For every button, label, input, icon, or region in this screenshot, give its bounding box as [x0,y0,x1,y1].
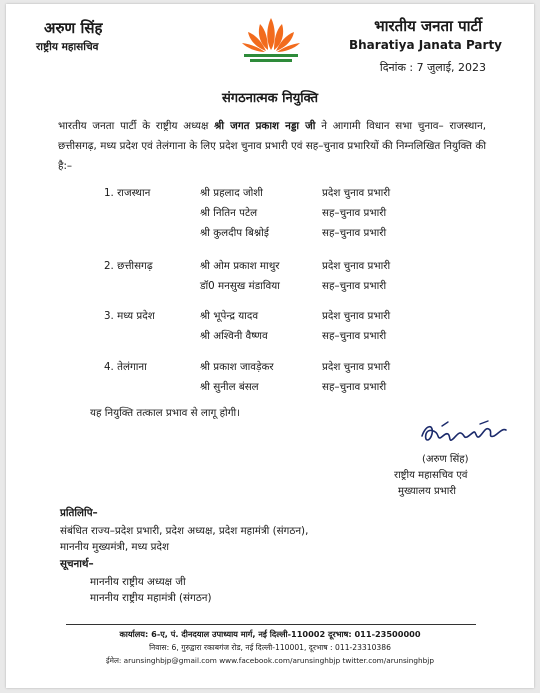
state-chhattisgarh: 2. छत्तीसगढ़ [104,260,153,272]
appointee-name: श्री प्रहलाद जोशी [200,187,263,199]
footer-divider [66,624,476,625]
appointee-name: श्री सुनील बंसल [200,381,259,393]
footer-contact-line: ईमेल: arunsinghbjp@gmail.com www.facebook.com/arunsinghbjp twitter.com/arunsinghbjp [106,656,434,665]
signatory-name: (अरुण सिंह) [422,454,469,465]
handwritten-signature [418,416,510,454]
footer-office-address: कार्यालय: 6-ए, पं. दीनदयाल उपाध्याय मार्ग, नई दिल्ली-110002 दूरभाष: 011-23500000 [119,629,421,639]
copy-to-line: संबंधित राज्य–प्रदेश प्रभारी, प्रदेश अध्यक्ष, प्रदेश महामंत्री (संगठन), [60,525,309,537]
appointee-name: श्री ओम प्रकाश माथुर [200,260,280,272]
letter-page [6,4,534,688]
sender-role: राष्ट्रीय महासचिव [36,41,99,53]
intro-text-end: ने आगामी विधान सभा चुनाव– राजस्थान, छत्तीसगढ़, मध्य प्रदेश एवं तेलंगाना के लिए प्रदेश चुनाव प्रभारी एवं सह–चुनाव प्रभारियों की निम्नलिखित नियुक्ति की है:– [58,120,487,172]
letter-date: दिनांक : 7 जुलाई, 2023 [379,61,486,74]
signatory-role-line-2: मुख्यालय प्रभारी [398,486,456,497]
appointee-name: श्री भूपेन्द्र यादव [200,310,259,322]
appointee-role: सह–चुनाव प्रभारी [322,381,387,393]
lotus-logo [238,16,304,68]
appointee-role: प्रदेश चुनाव प्रभारी [322,361,391,373]
for-info-line: माननीय राष्ट्रीय महामंत्री (संगठन) [90,592,212,604]
state-madhya-pradesh: 3. मध्य प्रदेश [104,310,155,322]
appointee-role: सह–चुनाव प्रभारी [322,330,387,342]
sender-name: अरुण सिंह [44,19,103,37]
for-info-line: माननीय राष्ट्रीय अध्यक्ष जी [90,576,186,588]
intro-text-start: भारतीय जनता पार्टी के राष्ट्रीय अध्यक्ष [58,120,215,132]
footer-residence-address: निवास: 6, गुरुद्वारा रकाबगंज रोड, नई दिल्ली-110001, दूरभाष : 011-23310386 [149,643,391,652]
appointee-role: सह–चुनाव प्रभारी [322,280,387,292]
party-name-english: Bharatiya Janata Party [348,38,502,52]
intro-paragraph [58,116,486,176]
appointee-role: प्रदेश चुनाव प्रभारी [322,187,391,199]
appointee-role: सह–चुनाव प्रभारी [322,227,387,239]
signatory-role-line-1: राष्ट्रीय महासचिव एवं [394,470,468,481]
closing-line: यह नियुक्ति तत्काल प्रभाव से लागू होगी। [90,407,241,419]
document-title: संगठनात्मक नियुक्ति [221,91,319,106]
appointee-role: प्रदेश चुनाव प्रभारी [322,260,391,272]
party-name-hindi: भारतीय जनता पार्टी [374,17,482,35]
appointee-name: श्री नितिन पटेल [200,207,258,219]
copy-to-heading: प्रतिलिपि– [60,507,98,519]
president-name: श्री जगत प्रकाश नड्डा जी [214,120,316,132]
appointee-role: प्रदेश चुनाव प्रभारी [322,310,391,322]
state-rajasthan: 1. राजस्थान [104,187,151,199]
for-info-heading: सूचनार्थ– [60,558,94,570]
copy-to-line: माननीय मुख्यमंत्री, मध्य प्रदेश [60,541,169,553]
appointee-name: डॉ0 मनसुख मंडाविया [200,280,280,292]
state-telangana: 4. तेलंगाना [104,361,147,373]
appointee-name: श्री अश्विनी वैष्णव [200,330,268,342]
appointee-name: श्री प्रकाश जावड़ेकर [200,361,274,373]
appointee-role: सह–चुनाव प्रभारी [322,207,387,219]
appointee-name: श्री कुलदीप बिश्नोई [200,227,269,239]
